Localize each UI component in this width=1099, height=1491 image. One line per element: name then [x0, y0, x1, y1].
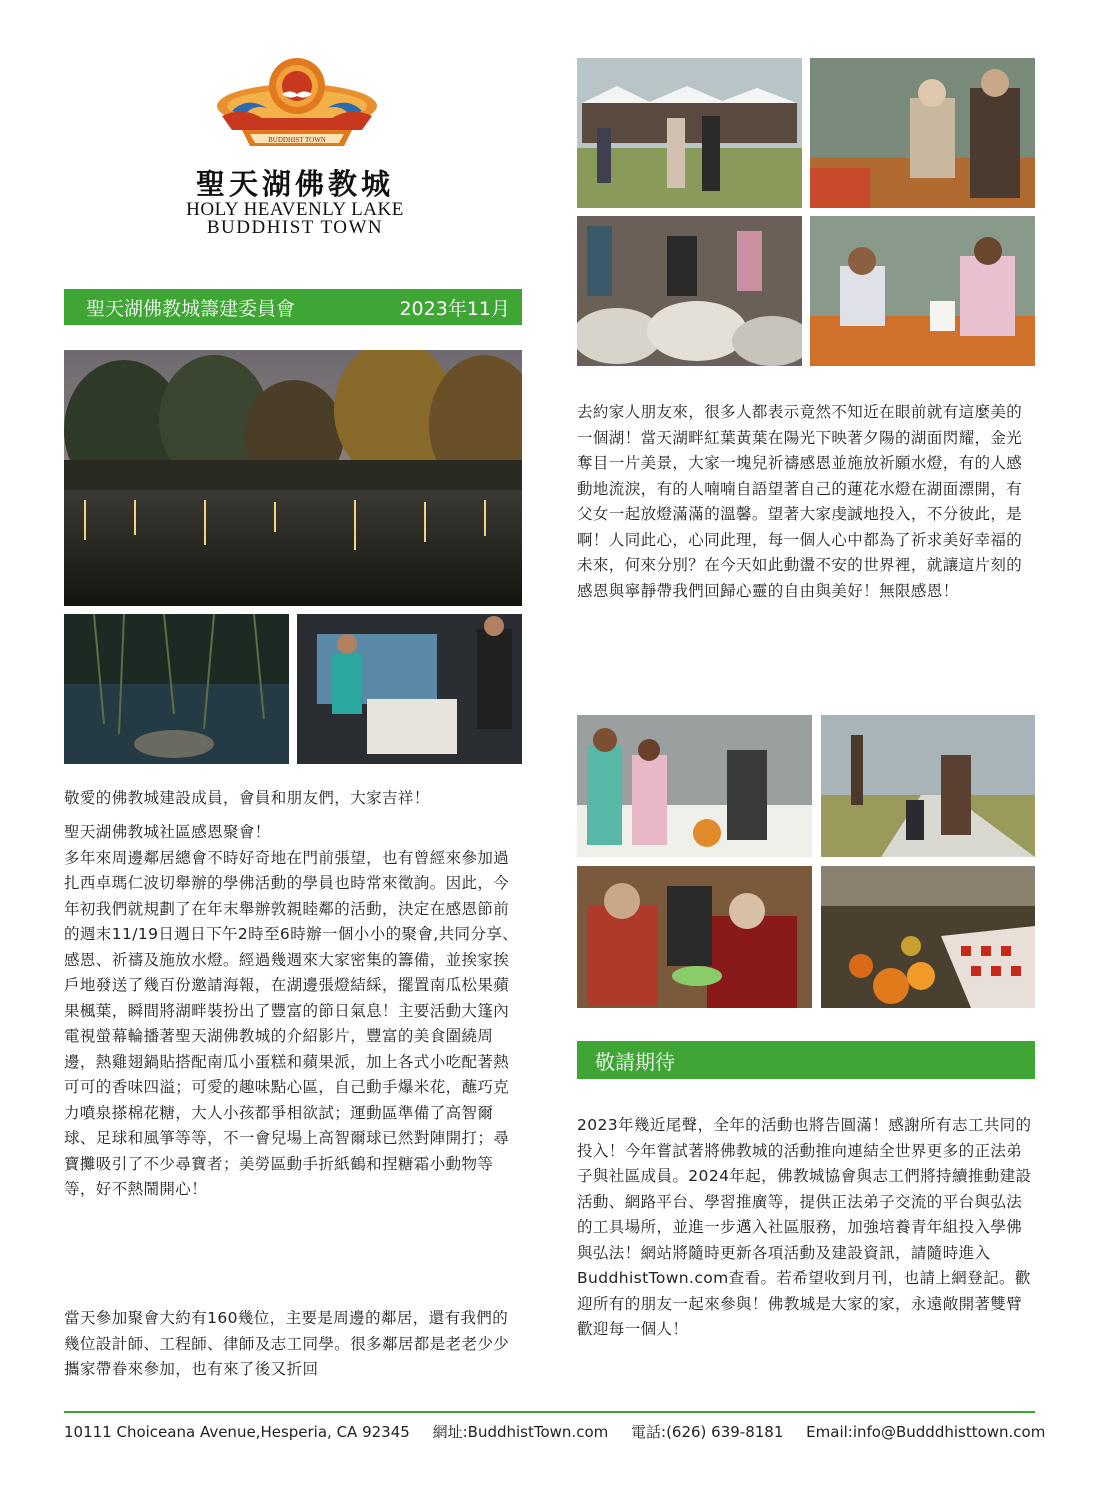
footer-email[interactable]: Email:info@Budddhisttown.com: [806, 1423, 1046, 1441]
coming-soon-banner: [577, 1041, 1035, 1079]
committee-name: 聖天湖佛教城籌建委員會: [86, 297, 296, 320]
article-heading: 聖天湖佛教城社區感恩聚會！: [64, 823, 271, 841]
footer-phone: 電話:(626) 639-8181: [631, 1423, 784, 1441]
coming-soon-paragraph: 2023年幾近尾聲，全年的活動也將告圓滿！感謝所有志工共同的投入！今年嘗試著將佛教城的活動推向連結全世界更多的正法弟子與社區成員。2024年起，佛教城協會與志工們將持續推動建設活動、網路平台、學習推廣等，提供正法弟子交流的平台與弘法的工具場所，並進一步邁入社區服務，加強培養青年組投入學佛與弘法！網站將隨時更新各項活動及建設資訊，請隨時進入BuddhistTown.com查看。若希望收到月刊，也請上網登記。歡迎所有的朋友一起來參與！佛教城是大家的家，永遠敞開著雙臂歡迎每一個人！: [577, 1116, 1032, 1338]
footer-address: 10111 Choiceana Avenue,Hesperia, CA 92345: [64, 1423, 410, 1441]
title-chinese: 聖天湖佛教城: [195, 167, 394, 201]
title-english-line2: BUDDHIST TOWN: [206, 217, 384, 238]
family-table-photo: [810, 216, 1035, 366]
craft-table-photo: [810, 58, 1035, 208]
footer-divider: [64, 1411, 1035, 1413]
rocks-children-photo: [577, 216, 802, 366]
buddhist-town-logo: [212, 56, 382, 156]
presentation-photo: [297, 614, 522, 764]
title-english-line1: HOLY HEAVENLY LAKE: [186, 199, 404, 220]
coming-soon-heading: 敬請期待: [595, 1049, 675, 1074]
article-left-column: [64, 820, 524, 1203]
market-tents-photo: [577, 58, 802, 208]
pumpkin-display-photo: [821, 866, 1035, 1008]
issue-date: 2023年11月: [399, 297, 510, 320]
elders-crafting-photo: [577, 866, 812, 1008]
committee-banner: [64, 289, 522, 325]
article-right-column: 去約家人朋友來，很多人都表示竟然不知近在眼前就有這麼美的一個湖！當天湖畔紅葉黃葉在陽光下映著夕陽的湖面閃耀，金光奪目一片美景，大家一塊兒祈禱感恩並施放祈願水燈，有的人感動地流淚，有的人喃喃自語望著自己的蓮花水燈在湖面漂開，有父女一起放燈滿滿的溫馨。望著大家虔誠地投入，不分彼此，是啊！人同此心，心同此理，每一個人心中都為了祈求美好幸福的未來，何來分別？在今天如此動盪不安的世界裡，就讓這片刻的感恩與寧靜帶我們回歸心靈的自由與美好！無限感恩！: [577, 403, 1023, 600]
willow-lake-photo: [64, 614, 289, 764]
lake-sunset-photo: [64, 350, 522, 606]
greeting-text: 敬愛的佛教城建設成員，會員和朋友們，大家吉祥！: [64, 789, 430, 807]
article-paragraph-1: 多年來周邊鄰居總會不時好奇地在門前張望，也有曾經來參加過扎西卓瑪仁波切舉辦的學佛活動的學員也時常來徵詢。因此，今年初我們就規劃了在年末舉辦敦親睦鄰的活動，決定在感恩節前的週末11/19日週日下午2時至6時辦一個小小的聚會,共同分享、感恩、祈禱及施放水燈。經過幾週來大家密集的籌備，並挨家挨戶地發送了幾百份邀請海報，在湖邊張燈結綵，擺置南瓜松果蘋果楓葉，瞬間將湖畔裝扮出了豐富的節日氣息！主要活動大篷內電視螢幕輪播著聖天湖佛教城的介紹影片，豐富的美食圍繞周邊，熱雞翅鍋貼搭配南瓜小蛋糕和蘋果派，加上各式小吃配著熱可可的香味四溢；可愛的趣味點心區，自己動手爆米花，蘸巧克力噴泉搽棉花糖，大人小孩都爭相欲試；運動區準備了高智爾球、足球和風箏等等，不一會兒場上高智爾球已然對陣開打；尋寶攤吸引了不少尋寶者；美勞區動手折紙鶴和捏糖霜小動物等等，好不熱鬧開心！: [64, 848, 519, 1198]
logo-text: BUDDHIST TOWN: [268, 136, 326, 144]
footer-contact: [64, 1421, 1044, 1442]
article-paragraph-2: 當天參加聚會大約有160幾位，主要是周邊的鄰居，還有我們的幾位設計師、工程師、律師及志工同學。很多鄰居都是老老少少攜家帶眷來參加，也有來了後又折回: [64, 1309, 510, 1378]
food-tent-photo: [577, 715, 812, 857]
footer-website[interactable]: 網址:BuddhistTown.com: [432, 1423, 609, 1441]
walkway-photo: [821, 715, 1035, 857]
